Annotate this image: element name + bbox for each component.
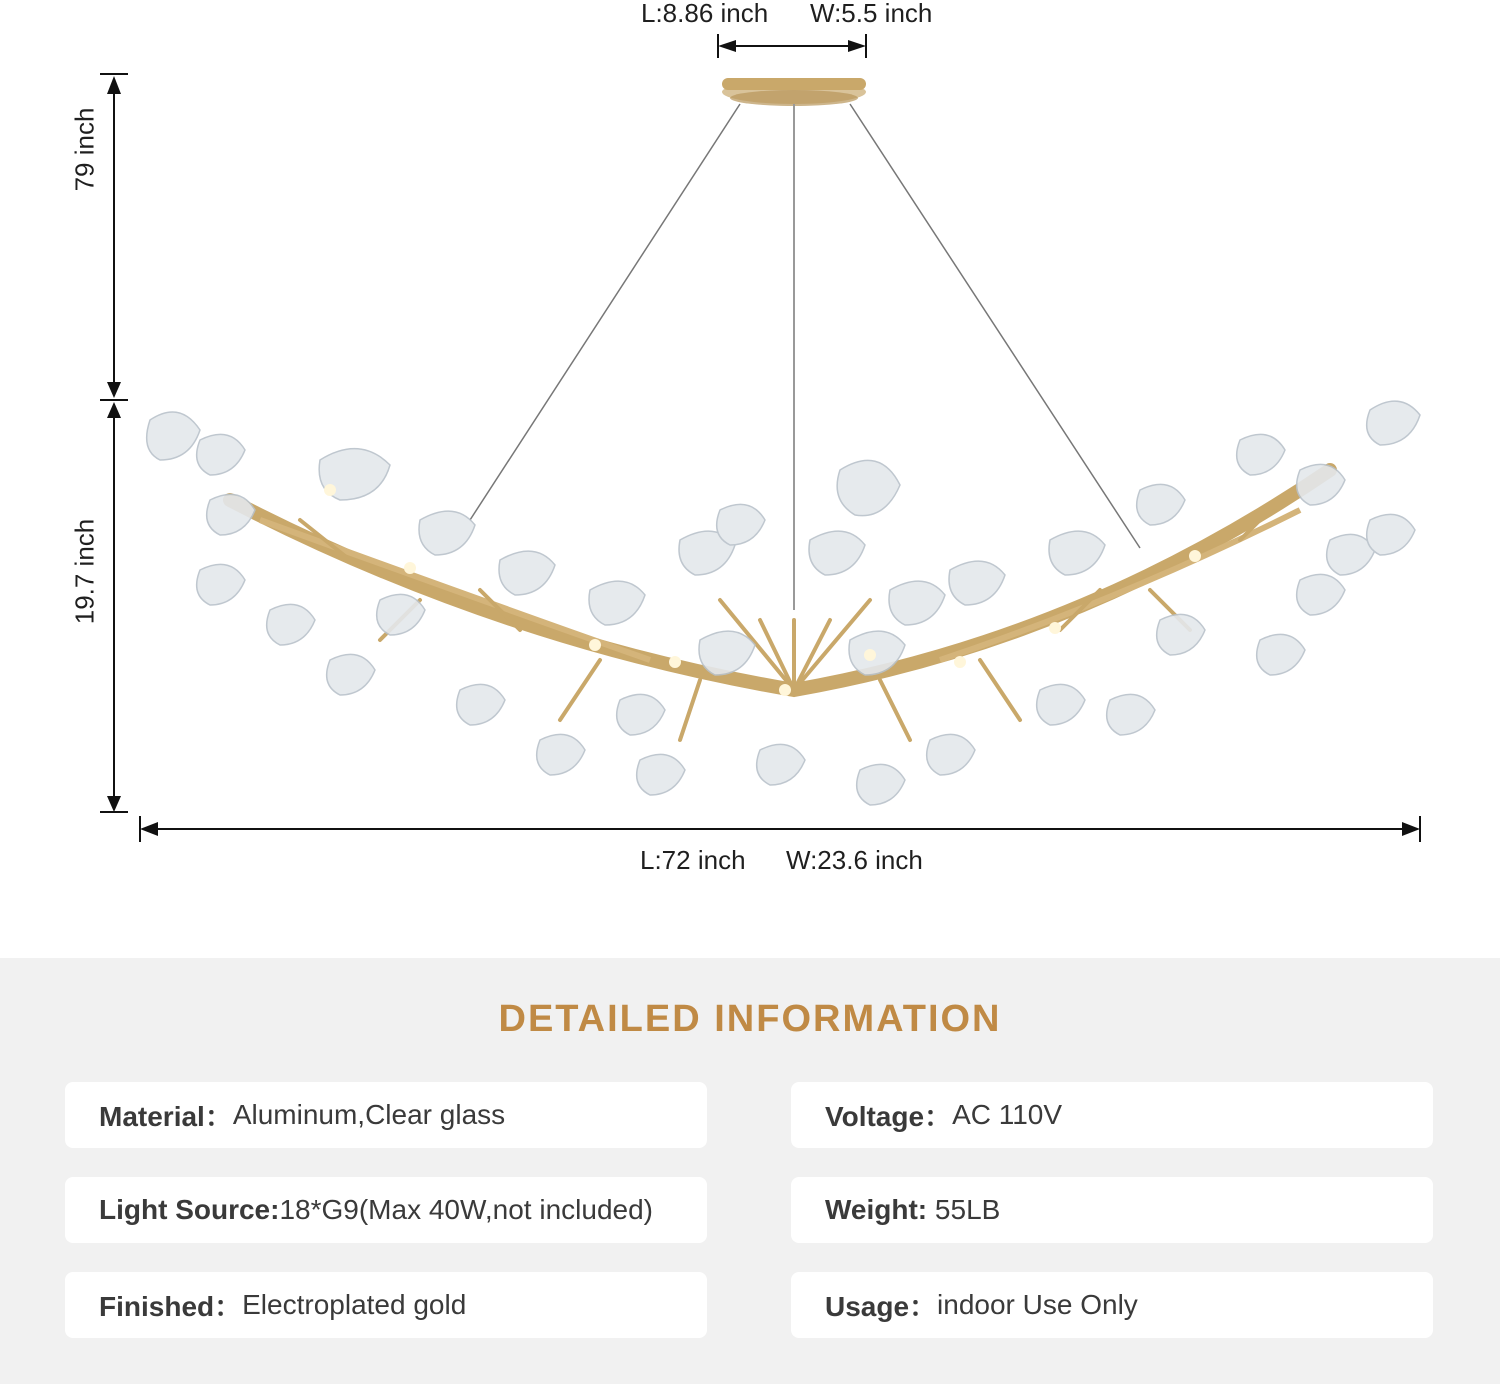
fixture-height-label: 19.7 inch [69, 518, 100, 625]
detailed-information-panel [0, 958, 1500, 1384]
spec-card-usage [791, 1272, 1433, 1338]
spec-key: Weight: [825, 1194, 928, 1225]
spec-card-finished [65, 1272, 707, 1338]
spec-card-material [65, 1082, 707, 1148]
spec-key: Voltage： [825, 1101, 953, 1132]
spec-value: AC 110V [952, 1099, 1063, 1130]
fixture-length-label: L:72 inch [640, 845, 746, 875]
canopy-width-label: W:5.5 inch [810, 0, 933, 28]
spec-key: Usage： [825, 1291, 938, 1322]
spec-value: 55LB [927, 1194, 1001, 1225]
spec-key: Material： [99, 1101, 233, 1132]
section-heading: DETAILED INFORMATION [498, 998, 1002, 1040]
spec-card-weight [791, 1177, 1433, 1243]
spec-value: Aluminum,Clear glass [232, 1099, 506, 1130]
spec-key: Light Source: [99, 1194, 280, 1225]
spec-card-voltage [791, 1082, 1433, 1148]
canopy-length-label: L:8.86 inch [641, 0, 769, 28]
spec-value: indoor Use Only [937, 1289, 1138, 1320]
spec-value: 18*G9(Max 40W,not included) [279, 1194, 653, 1225]
hanging-height-label: 79 inch [69, 107, 100, 192]
spec-card-light-source [65, 1177, 707, 1243]
spec-key: Finished： [99, 1291, 243, 1322]
fixture-width-label: W:23.6 inch [786, 845, 923, 875]
spec-value: Electroplated gold [242, 1289, 467, 1320]
